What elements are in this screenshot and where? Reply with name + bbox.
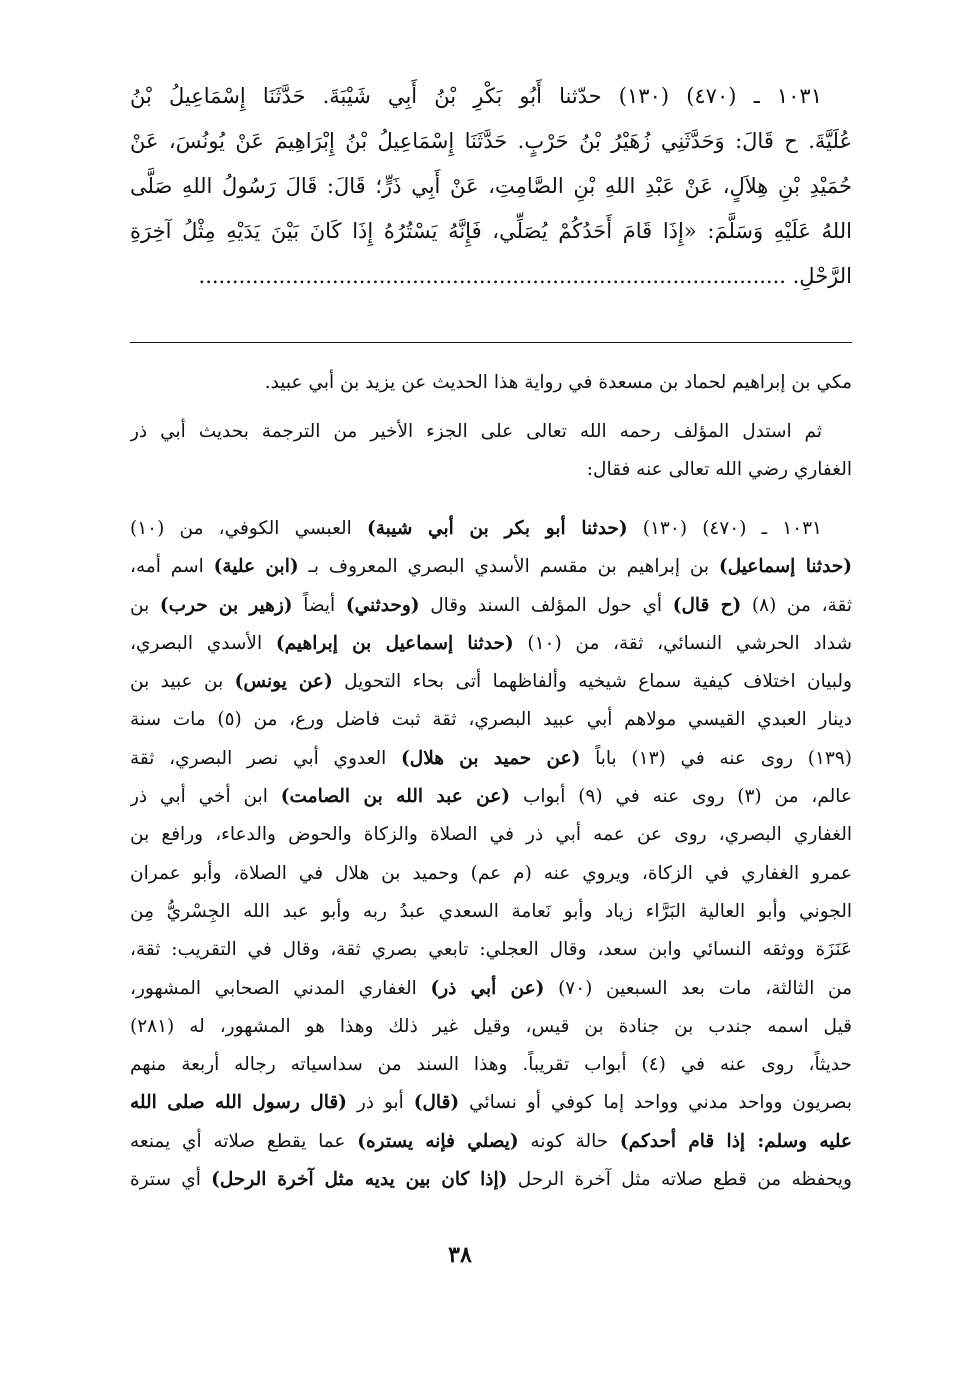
text-segment: الأسدي البصري، [130, 632, 276, 654]
text-segment: بن عبيد بن [130, 671, 235, 693]
text-line [130, 970, 852, 1008]
text-line [130, 1084, 852, 1122]
text-segment: ثقة، من (٨) [741, 594, 852, 616]
bold-text-segment: (إذا كان بين يديه مثل آخرة الرحل) [211, 1169, 508, 1191]
text-line [130, 119, 852, 164]
text-segment: أي حول المؤلف السند وقال [419, 594, 673, 616]
text-segment: ولبيان اختلاف كيفية سماع شيخيه وألفاظهما أتى بحاء التحويل [332, 671, 852, 693]
text-segment: الغفاري المدني الصحابي المشهور، [130, 977, 431, 999]
text-segment: قيل اسمه جندب بن جنادة بن قيس، وقيل غير ذلك وهذا هو المشهور، له (٢٨١) [130, 1015, 852, 1037]
text-line [130, 548, 852, 586]
text-segment: مكي بن إبراهيم لحماد بن مسعدة في رواية هذا الحديث عن يزيد بن أبي عبيد. [264, 372, 852, 393]
text-segment: ويحفظه من قطع صلاته مثل آخرة الرحل [507, 1169, 852, 1191]
text-line [130, 893, 852, 931]
bold-text-segment: (عن حميد بن هلال) [401, 747, 581, 769]
text-segment: العبسي الكوفي، من (١٠) [130, 518, 367, 539]
footnote-divider [130, 342, 852, 343]
text-segment: من الثالثة، مات بعد السبعين (٧٠) [544, 977, 852, 999]
text-segment: أيضاً [292, 594, 346, 616]
page-number: ٣٨ [448, 1242, 472, 1268]
text-segment: حُمَيْدِ بْنِ هِلاَلٍ، عَنْ عَبْدِ اللهِ بْنِ الصَّامِتِ، عَنْ أَبِي ذَرٍّ؛ قَالَ: قَالَ رَسُولُ اللهِ صَلَّى [130, 174, 852, 198]
text-line [130, 1046, 852, 1084]
text-line [130, 931, 852, 969]
bold-text-segment: (حدثنا إسماعيل بن إبراهيم) [275, 632, 514, 654]
text-line [130, 413, 852, 451]
text-segment: شداد الحرشي النسائي، ثقة، من (١٠) [513, 632, 852, 654]
text-segment: اللهُ عَلَيْهِ وَسَلَّمَ: «إِذَا قَامَ أَحَدُكُمْ يُصَلِّي، فَإِنَّهُ يَسْتُرُهُ إِذَا كَانَ بَيْنَ يَدَيْهِ مِثْلُ آخِرَةِ [130, 219, 852, 243]
bold-text-segment: (زهير بن حرب) [159, 594, 293, 616]
text-line [130, 816, 852, 854]
text-segment: عمرو الغفاري في الزكاة، ويروي عنه (م عم) وحميد بن هلال في الصلاة، وأبو عمران [130, 862, 852, 884]
text-line [130, 587, 852, 625]
text-segment: عما يقطع صلاته أي يمنعه [130, 1130, 358, 1152]
text-line [130, 1123, 852, 1161]
text-line [130, 663, 852, 701]
hadith-text [130, 74, 852, 299]
text-segment: عَنَزَة ووثقه النسائي وابن سعد، وقال العجلي: تابعي بصري ثقة، وقال في التقريب: ثقة، [130, 939, 852, 961]
bold-text-segment: (عن عبد الله بن الصامت) [280, 786, 511, 808]
text-segment: ابن أخي أبي ذر [130, 786, 281, 808]
text-line [130, 1008, 852, 1046]
commentary-transition [130, 413, 852, 490]
text-segment: دينار العبدي القيسي مولاهم أبي عبيد البصري، ثقة ثبت فاضل ورع، من (٥) مات سنة [130, 709, 852, 731]
text-line [130, 740, 852, 778]
text-segment: الرَّحْلِ. ........................................................................................ [198, 264, 852, 288]
text-line [130, 74, 852, 119]
text-segment: الغفاري البصري، روى عن عمه أبي ذر في الصلاة والزكاة والحوض والدعاء، ورافع بن [130, 824, 852, 846]
commentary-intro [130, 364, 852, 402]
bold-text-segment: (قال رسول الله صلى الله [130, 1092, 347, 1114]
text-segment: عُلَيَّةَ. ح قَالَ: وَحَدَّثَنِي زُهَيْرُ بْنُ حَرْبٍ. حَدَّثَنَا إِسْمَاعِيلُ بْنُ إِبْرَاهِيمَ عَنْ يُونُسَ، عَنْ [130, 129, 852, 153]
text-line [130, 1161, 852, 1199]
text-segment: بصريون وواحد مدني وواحد إما كوفي أو نسائي [459, 1092, 852, 1114]
text-line [130, 510, 852, 548]
bold-text-segment: (يصلي فإنه يستره) [357, 1130, 519, 1152]
text-segment: أي سترة [130, 1169, 212, 1191]
text-segment: حديثاً، روى عنه في (٤) أبواب تقريباً. وهذا السند من سداسياته رجاله أربعة منهم [130, 1054, 852, 1076]
bold-text-segment: (عن أبي ذر) [430, 977, 545, 999]
bold-text-segment: (حدثنا أبو بكر بن أبي شيبة) [366, 518, 628, 539]
text-segment: ١٠٣١ ـ (٤٧٠) (١٣٠) حدّثنا أَبُو بَكْرِ بْنُ أَبِي شَيْبَةَ. حَدَّثَنَا إِسْمَاعِيلُ بْنُ [130, 84, 822, 108]
text-line [130, 701, 852, 739]
text-line [130, 855, 852, 893]
text-segment: (١٣٩) روى عنه في (١٣) باباً [580, 747, 852, 769]
text-segment: العدوي أبي نصر البصري، ثقة [130, 747, 402, 769]
text-segment: الغفاري رضي الله تعالى عنه فقال: [586, 459, 852, 481]
text-line [130, 254, 852, 299]
text-line [130, 364, 852, 402]
text-line [130, 778, 852, 816]
text-segment: أبو ذر [346, 1092, 414, 1114]
text-segment: عالم، من (٣) روى عنه في (٩) أبواب [510, 786, 852, 808]
bold-text-segment: (وحدثني) [345, 594, 420, 616]
text-segment: بن إبراهيم بن مقسم الأسدي البصري المعروف بـ [298, 556, 719, 578]
text-segment: ١٠٣١ ـ (٤٧٠) (١٣٠) [627, 518, 822, 539]
bold-text-segment: (عن يونس) [234, 671, 333, 693]
text-segment: حالة كونه [518, 1130, 620, 1152]
text-segment: الجوني وأبو العالية البَرَّاء زياد وأبو نَعامة السعدي عبدُ ربه وأبو عبد الله الجِسْريُّ مِن [130, 900, 852, 922]
text-line [130, 451, 852, 489]
text-segment: اسم أمه، [130, 556, 214, 578]
bold-text-segment: (ابن علية) [213, 556, 299, 578]
text-line [130, 209, 852, 254]
commentary-main [130, 510, 852, 1199]
bold-text-segment: (حدثنا إسماعيل) [718, 556, 852, 578]
text-line [130, 164, 852, 209]
bold-text-segment: (ح قال) [672, 594, 742, 616]
bold-text-segment: عليه وسلم: إذا قام أحدكم) [619, 1130, 852, 1152]
bold-text-segment: (قال) [413, 1092, 460, 1114]
text-segment: بن [130, 594, 160, 616]
text-line [130, 625, 852, 663]
text-segment: ثم استدل المؤلف رحمه الله تعالى على الجزء الأخير من الترجمة بحديث أبي ذر [130, 421, 822, 442]
